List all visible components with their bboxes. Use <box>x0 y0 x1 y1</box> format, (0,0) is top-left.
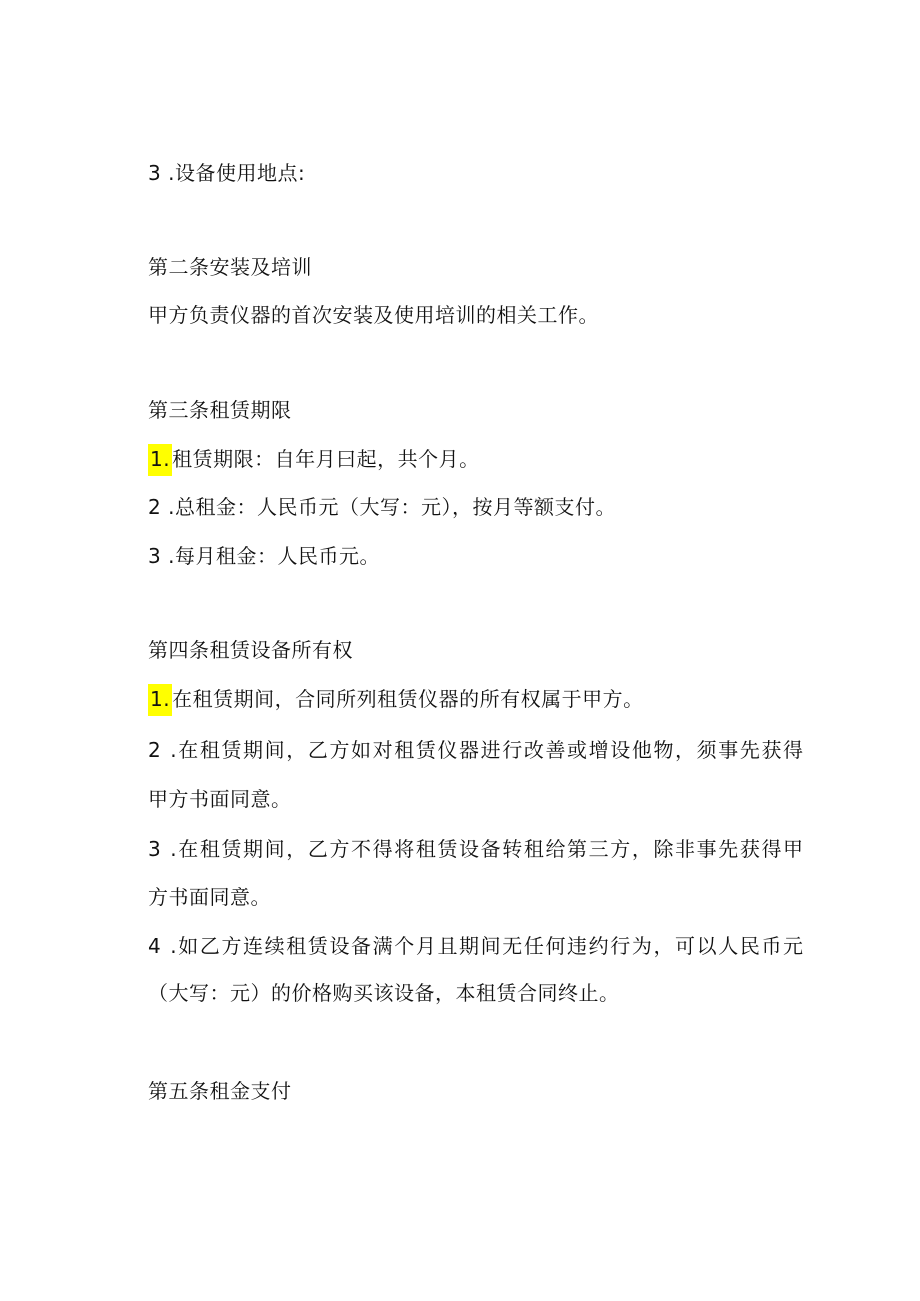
article-3-item-1-text: 租赁期限：自年月曰起，共个月。 <box>172 447 480 471</box>
article-2-heading: 第二条安装及培训 <box>148 255 312 279</box>
item-equipment-location: 3 .设备使用地点: <box>148 161 306 185</box>
article-4-item-3-line-1: 3 .在租赁期间，乙方不得将租赁设备转租给第三方，除非事先获得甲 <box>148 837 805 861</box>
article-3-item-2: 2 .总租金：人民币元（大写：元），按月等额支付。 <box>148 495 616 519</box>
article-4-item-1-text: 在租赁期间，合同所列租赁仪器的所有权属于甲方。 <box>172 687 644 711</box>
article-4-heading: 第四条租赁设备所有权 <box>148 638 353 662</box>
highlighted-item-number: 1. <box>148 444 172 476</box>
article-3-item-3: 3 .每月租金：人民币元。 <box>148 544 380 568</box>
article-4-item-1 <box>148 686 644 716</box>
article-2-body: 甲方负责仪器的首次安装及使用培训的相关工作。 <box>148 303 599 327</box>
article-4-item-3-line-2: 方书面同意。 <box>148 885 271 909</box>
article-4-item-4-line-2: （大写：元）的价格购买该设备，本租赁合同终止。 <box>148 981 620 1005</box>
article-3-item-1 <box>148 446 480 476</box>
article-4-item-2-line-2: 甲方书面同意。 <box>148 787 292 811</box>
highlighted-item-number: 1. <box>148 684 172 716</box>
article-4-item-2-line-1: 2 .在租赁期间，乙方如对租赁仪器进行改善或增设他物，须事先获得 <box>148 738 805 762</box>
article-5-heading: 第五条租金支付 <box>148 1079 292 1103</box>
article-3-heading: 第三条租赁期限 <box>148 398 292 422</box>
article-4-item-4-line-1: 4 .如乙方连续租赁设备满个月且期间无任何违约行为，可以人民币元 <box>148 934 805 958</box>
